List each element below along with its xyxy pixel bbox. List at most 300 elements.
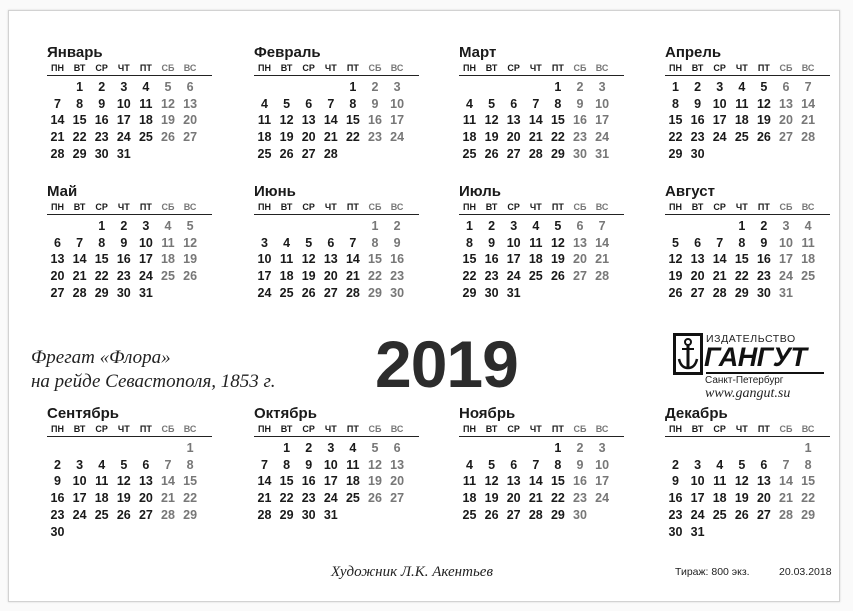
day-cell: 14 [528, 113, 543, 128]
day-cell: 25 [279, 285, 294, 300]
weekday-label: ПН [669, 63, 682, 73]
day-cell: 3 [327, 441, 335, 455]
day-cell: 8 [804, 457, 812, 472]
day-cell: 24 [116, 130, 131, 145]
weekday-label: СР [507, 202, 520, 212]
day-cell: 26 [368, 491, 382, 506]
day-cell: 4 [532, 219, 540, 233]
day-cell: 21 [712, 269, 727, 284]
day-cell: 30 [390, 285, 405, 300]
day-cell: 22 [668, 130, 683, 145]
day-cell: 12 [550, 235, 565, 250]
weekday-label: ВС [801, 202, 815, 212]
day-cell: 26 [183, 269, 198, 284]
month-3 [459, 44, 624, 161]
day-cell: 5 [186, 219, 194, 233]
month-name: Июнь [254, 183, 296, 200]
day-cell: 16 [390, 252, 405, 267]
weekday-label: ВС [595, 202, 609, 212]
day-cell: 30 [50, 524, 65, 539]
day-cell: 24 [690, 507, 705, 522]
day-cell: 18 [279, 269, 294, 284]
day-cell: 1 [98, 219, 106, 233]
day-cell: 26 [756, 130, 771, 145]
day-cell: 14 [72, 252, 87, 267]
day-cell: 12 [183, 235, 198, 250]
day-cell: 16 [484, 252, 499, 267]
day-cell: 23 [94, 130, 109, 145]
day-cell: 2 [371, 80, 379, 94]
day-cell: 18 [528, 252, 543, 267]
weekday-label: ПТ [346, 202, 359, 212]
day-cell: 19 [279, 130, 294, 145]
day-cell: 3 [76, 457, 84, 472]
day-cell: 17 [138, 252, 153, 267]
day-cell: 10 [506, 235, 521, 250]
print-run: Тираж: 800 экз. [675, 566, 750, 578]
day-cell: 24 [390, 130, 405, 145]
day-cell: 31 [690, 524, 705, 539]
day-cell: 11 [95, 474, 109, 489]
day-cell: 30 [690, 146, 705, 161]
day-cell: 11 [462, 474, 477, 489]
day-cell: 19 [484, 491, 499, 506]
weekday-label: СР [95, 424, 108, 434]
weekday-label: ПТ [757, 424, 770, 434]
day-cell: 22 [462, 269, 477, 284]
weekday-label: ПН [51, 63, 64, 73]
day-cell: 22 [183, 491, 198, 506]
day-cell: 29 [94, 285, 109, 300]
day-cell: 27 [756, 507, 771, 522]
weekday-label: ПТ [346, 424, 359, 434]
day-cell: 27 [50, 285, 65, 300]
day-cell: 1 [371, 219, 379, 233]
day-cell: 20 [506, 491, 521, 506]
day-cell: 16 [668, 491, 683, 506]
weekday-label: СБ [161, 424, 175, 434]
day-cell: 19 [301, 269, 316, 284]
day-cell: 29 [801, 507, 816, 522]
weekday-label: СБ [573, 424, 587, 434]
day-cell: 19 [756, 113, 771, 128]
day-cell: 28 [161, 507, 175, 522]
day-cell: 28 [595, 269, 610, 284]
day-cell: 6 [510, 457, 518, 472]
day-cell: 13 [690, 252, 705, 267]
day-cell: 10 [595, 96, 610, 111]
month-2 [254, 44, 419, 161]
day-cell: 26 [668, 285, 683, 300]
day-cell: 8 [466, 235, 473, 250]
weekday-header [47, 201, 212, 215]
month-name: Август [665, 183, 715, 200]
day-cell: 27 [506, 507, 521, 522]
weekday-label: ПН [51, 202, 64, 212]
day-cell: 25 [462, 146, 477, 161]
day-cell: 1 [466, 219, 473, 233]
day-cell: 21 [161, 491, 175, 506]
day-cell: 29 [550, 507, 565, 522]
day-cell: 25 [801, 269, 816, 284]
day-cell: 11 [139, 96, 153, 111]
day-cell: 5 [672, 235, 679, 250]
day-cell: 8 [554, 96, 562, 111]
weekday-label: СБ [368, 424, 382, 434]
day-cell: 17 [779, 252, 793, 267]
weekday-label: ВТ [691, 202, 704, 212]
weekday-label: ВС [801, 63, 815, 73]
day-cell: 26 [279, 146, 294, 161]
day-cell: 22 [94, 269, 109, 284]
day-cell: 18 [462, 130, 477, 145]
day-cell: 14 [528, 474, 543, 489]
day-cell: 31 [506, 285, 521, 300]
day-cell: 22 [368, 269, 382, 284]
day-cell: 27 [690, 285, 705, 300]
day-cell: 21 [801, 113, 816, 128]
day-cell: 8 [738, 235, 746, 250]
weekday-label: ВТ [485, 63, 498, 73]
day-cell: 3 [393, 80, 401, 94]
day-cell: 29 [734, 285, 749, 300]
weekday-label: ПН [669, 202, 682, 212]
day-cell: 27 [390, 491, 405, 506]
publisher-name: ГАНГУТ [704, 342, 807, 372]
day-cell: 11 [257, 113, 272, 128]
day-cell: 6 [305, 96, 313, 111]
day-cell: 8 [672, 96, 679, 111]
weekday-label: ПТ [346, 63, 359, 73]
day-cell: 4 [261, 96, 268, 111]
day-cell: 20 [323, 269, 338, 284]
day-cell: 10 [595, 457, 610, 472]
weekday-label: ПН [463, 63, 476, 73]
day-cell: 4 [349, 441, 357, 455]
day-cell: 26 [301, 285, 316, 300]
day-cell: 20 [183, 113, 198, 128]
day-cell: 3 [120, 80, 128, 94]
day-cell: 11 [161, 235, 175, 250]
day-cell: 25 [345, 491, 360, 506]
day-cell: 3 [598, 80, 606, 94]
day-cell: 24 [595, 130, 610, 145]
year-title: 2019 [375, 327, 518, 401]
day-cell: 2 [305, 441, 313, 455]
day-cell: 23 [668, 507, 683, 522]
weekday-label: ЧТ [324, 63, 337, 73]
day-cell: 27 [183, 130, 198, 145]
day-cell: 10 [323, 457, 338, 472]
day-cell: 17 [72, 491, 87, 506]
day-cell: 27 [573, 269, 587, 284]
day-cell: 23 [690, 130, 705, 145]
day-cell: 23 [390, 269, 405, 284]
weekday-label: ЧТ [529, 424, 542, 434]
weekday-label: ВС [183, 202, 197, 212]
day-cell: 4 [98, 457, 106, 472]
day-cell: 6 [327, 235, 335, 250]
day-cell: 19 [668, 269, 683, 284]
weekday-label: ЧТ [117, 202, 130, 212]
day-cell: 14 [712, 252, 727, 267]
publisher-website: www.gangut.su [705, 386, 791, 401]
day-cell: 3 [142, 219, 150, 233]
day-cell: 28 [712, 285, 727, 300]
day-cell: 13 [183, 96, 198, 111]
day-cell: 21 [257, 491, 272, 506]
day-cell: 18 [801, 252, 816, 267]
day-cell: 13 [323, 252, 338, 267]
weekday-header [459, 62, 624, 76]
day-cell: 7 [164, 457, 172, 472]
weekday-label: ВТ [73, 202, 86, 212]
day-cell: 9 [393, 235, 401, 250]
day-cell: 9 [576, 96, 584, 111]
month-name: Февраль [254, 44, 321, 61]
day-cell: 16 [116, 252, 131, 267]
day-cell: 25 [138, 130, 153, 145]
day-cell: 2 [98, 80, 106, 94]
day-cell: 14 [779, 474, 793, 489]
day-cell: 20 [756, 491, 771, 506]
day-cell: 20 [690, 269, 705, 284]
day-cell: 30 [756, 285, 771, 300]
day-cell: 3 [261, 235, 268, 250]
day-cell: 5 [760, 80, 768, 94]
day-cell: 2 [393, 219, 401, 233]
weekday-label: СБ [779, 202, 793, 212]
day-cell: 17 [690, 491, 705, 506]
day-cell: 13 [573, 235, 587, 250]
day-cell: 2 [488, 219, 496, 233]
day-cell: 22 [550, 491, 565, 506]
month-name: Апрель [665, 44, 722, 61]
weekday-header [254, 62, 419, 76]
weekday-label: ВТ [73, 63, 86, 73]
weekday-label: СБ [573, 202, 587, 212]
month-6 [254, 183, 419, 300]
day-cell: 18 [712, 491, 727, 506]
day-cell: 19 [161, 113, 175, 128]
day-cell: 12 [368, 457, 382, 472]
weekday-label: ЧТ [735, 63, 748, 73]
weekday-label: ВТ [280, 424, 293, 434]
day-cell: 20 [779, 113, 793, 128]
day-cell: 8 [76, 96, 84, 111]
day-cell: 20 [50, 269, 65, 284]
day-cell: 17 [257, 269, 272, 284]
day-cell: 19 [183, 252, 198, 267]
day-cell: 16 [50, 491, 65, 506]
day-cell: 7 [76, 235, 84, 250]
day-cell: 17 [323, 474, 338, 489]
day-cell: 1 [738, 219, 746, 233]
day-cell: 15 [345, 113, 360, 128]
month-name: Ноябрь [459, 405, 516, 422]
day-cell: 30 [484, 285, 499, 300]
day-cell: 28 [801, 130, 816, 145]
day-cell: 2 [576, 441, 584, 455]
day-cell: 18 [345, 474, 360, 489]
day-cell: 1 [804, 441, 812, 455]
day-cell: 23 [368, 130, 382, 145]
day-cell: 13 [756, 474, 771, 489]
day-cell: 2 [120, 219, 128, 233]
day-cell: 30 [301, 507, 316, 522]
day-cell: 13 [390, 457, 405, 472]
weekday-header [665, 201, 830, 215]
weekday-header [254, 423, 419, 437]
day-cell: 23 [573, 491, 587, 506]
publisher-city: Санкт-Петербург [705, 375, 784, 386]
day-cell: 30 [668, 524, 683, 539]
day-cell: 19 [368, 474, 382, 489]
day-cell: 21 [323, 130, 338, 145]
month-name: Сентябрь [47, 405, 119, 422]
weekday-label: ПН [258, 202, 271, 212]
day-cell: 16 [94, 113, 109, 128]
weekday-label: ПН [51, 424, 64, 434]
day-cell: 25 [257, 146, 272, 161]
day-cell: 26 [116, 507, 131, 522]
day-cell: 1 [349, 80, 357, 94]
day-cell: 9 [305, 457, 313, 472]
day-cell: 18 [462, 491, 477, 506]
day-cell: 9 [371, 96, 379, 111]
weekday-label: СР [95, 202, 108, 212]
day-cell: 14 [50, 113, 65, 128]
publisher-underline [706, 372, 824, 374]
weekday-header [47, 423, 212, 437]
weekday-header [254, 201, 419, 215]
day-cell: 16 [573, 113, 587, 128]
day-cell: 12 [756, 96, 771, 111]
day-cell: 3 [598, 441, 606, 455]
day-cell: 5 [164, 80, 172, 94]
day-cell: 10 [257, 252, 272, 267]
day-cell: 13 [506, 474, 521, 489]
day-cell: 18 [734, 113, 749, 128]
day-cell: 17 [116, 113, 131, 128]
month-5 [47, 183, 212, 300]
weekday-header [47, 62, 212, 76]
weekday-label: ВТ [280, 202, 293, 212]
day-cell: 7 [54, 96, 61, 111]
weekday-label: ВС [595, 424, 609, 434]
day-cell: 8 [186, 457, 194, 472]
artist-credit: Художник Л.К. Акентьев [331, 564, 493, 580]
day-cell: 4 [804, 219, 812, 233]
day-cell: 11 [801, 235, 815, 250]
day-cell: 22 [550, 130, 565, 145]
day-cell: 26 [161, 130, 175, 145]
day-cell: 23 [116, 269, 131, 284]
weekday-label: ПН [463, 424, 476, 434]
day-cell: 3 [694, 457, 702, 472]
day-cell: 10 [390, 96, 405, 111]
weekday-label: ПН [669, 424, 682, 434]
day-cell: 2 [760, 219, 768, 233]
day-cell: 23 [484, 269, 499, 284]
day-cell: 26 [484, 146, 499, 161]
day-cell: 28 [323, 146, 338, 161]
day-cell: 15 [183, 474, 198, 489]
day-cell: 27 [779, 130, 793, 145]
day-cell: 12 [484, 474, 499, 489]
day-cell: 13 [779, 96, 793, 111]
day-cell: 29 [279, 507, 294, 522]
painting-caption [31, 346, 275, 394]
day-cell: 24 [712, 130, 727, 145]
day-cell: 8 [554, 457, 562, 472]
day-cell: 2 [672, 457, 679, 472]
day-cell: 17 [712, 113, 727, 128]
weekday-header [459, 423, 624, 437]
weekday-label: СР [507, 424, 520, 434]
weekday-label: СР [302, 424, 315, 434]
day-cell: 20 [506, 130, 521, 145]
day-cell: 28 [528, 146, 543, 161]
day-cell: 5 [305, 235, 313, 250]
day-cell: 7 [782, 457, 790, 472]
day-cell: 30 [573, 146, 587, 161]
day-cell: 8 [98, 235, 106, 250]
day-cell: 30 [94, 146, 109, 161]
day-cell: 28 [257, 507, 272, 522]
weekday-label: СР [302, 63, 315, 73]
day-cell: 1 [76, 80, 84, 94]
day-cell: 7 [349, 235, 357, 250]
day-cell: 4 [466, 96, 473, 111]
weekday-label: СР [713, 202, 726, 212]
month-name: Май [47, 183, 78, 200]
day-cell: 19 [734, 491, 749, 506]
day-cell: 4 [738, 80, 746, 94]
day-cell: 25 [161, 269, 175, 284]
day-cell: 21 [595, 252, 610, 267]
day-cell: 1 [672, 80, 679, 94]
month-name: Октябрь [254, 405, 317, 422]
day-cell: 15 [550, 474, 565, 489]
day-cell: 29 [72, 146, 87, 161]
day-cell: 15 [72, 113, 87, 128]
day-cell: 22 [345, 130, 360, 145]
day-cell: 31 [138, 285, 153, 300]
day-cell: 23 [301, 491, 316, 506]
day-cell: 28 [72, 285, 87, 300]
day-cell: 3 [716, 80, 724, 94]
day-cell: 25 [734, 130, 749, 145]
day-cell: 30 [116, 285, 131, 300]
month-11 [459, 405, 624, 522]
weekday-label: ВС [183, 63, 197, 73]
day-cell: 10 [690, 474, 705, 489]
day-cell: 24 [257, 285, 272, 300]
day-cell: 7 [598, 219, 606, 233]
day-cell: 5 [488, 96, 496, 111]
day-cell: 25 [462, 507, 477, 522]
weekday-label: ПТ [139, 202, 152, 212]
weekday-label: ПТ [757, 63, 770, 73]
day-cell: 14 [345, 252, 360, 267]
weekday-label: ЧТ [529, 202, 542, 212]
day-cell: 6 [760, 457, 768, 472]
day-cell: 27 [301, 146, 316, 161]
day-cell: 14 [161, 474, 175, 489]
day-cell: 5 [554, 219, 562, 233]
day-cell: 21 [72, 269, 87, 284]
